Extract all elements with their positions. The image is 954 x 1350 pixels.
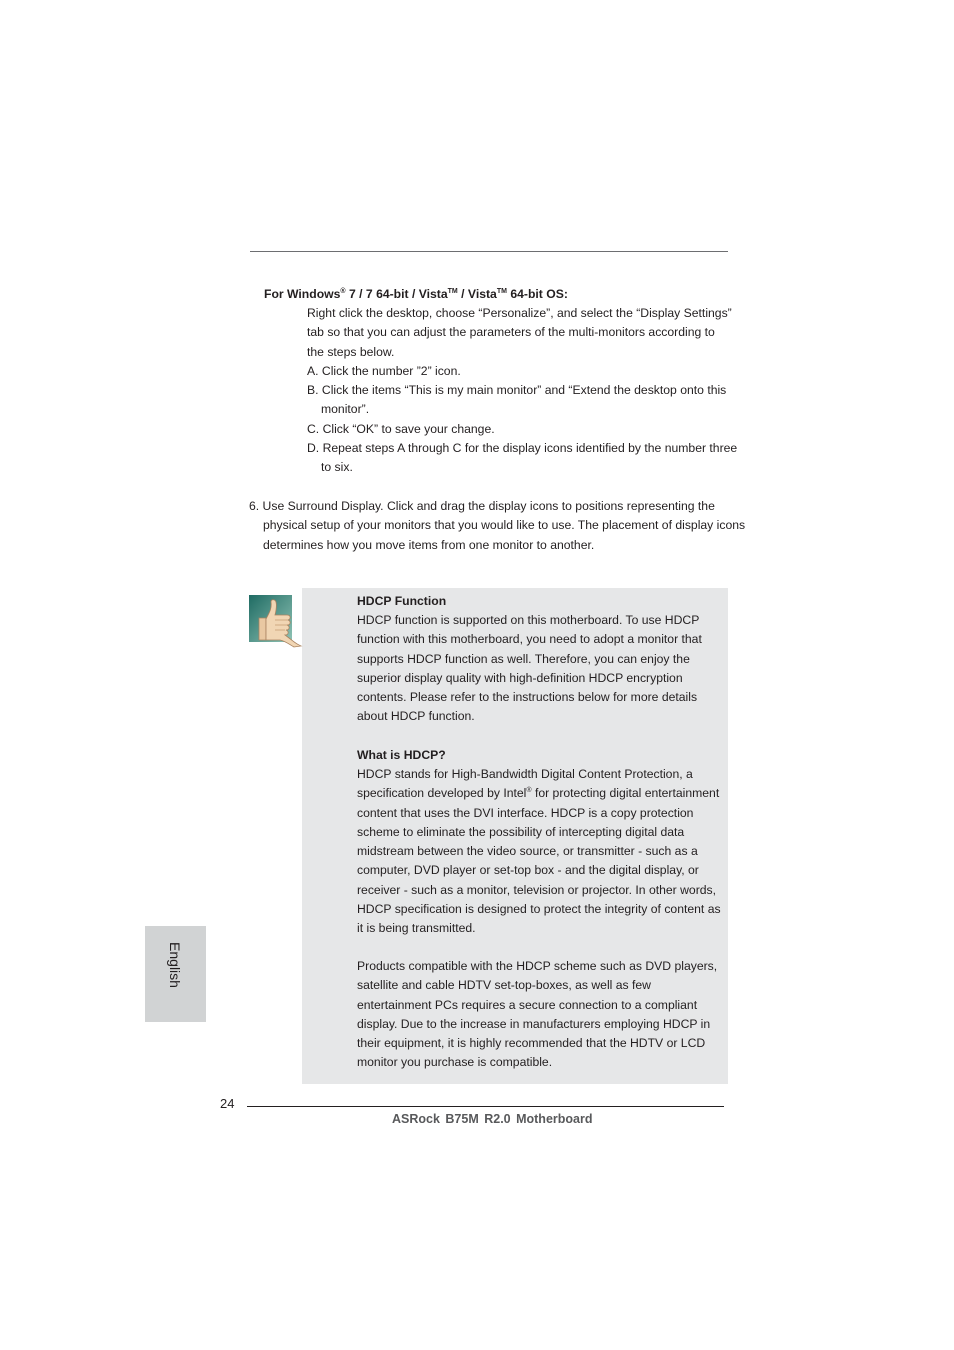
footer-divider [247,1106,724,1107]
list-item-6: 6. Use Surround Display. Click and drag the display icons to positions representing the physical setup of your monitors that you would like to use. The placement of display icons determines how you move items from one monitor to another. [249,499,746,552]
hdcp-products-body: Products compatible with the HDCP scheme such as DVD players, satellite and cable HDTV set-top-boxes, as well as few entertainment PCs requires a secure connection to a compliant display. Due to the increase in manufacturers employing HDCP in their equipment, it is highly recommended that the HDTV or LCD monitor you purchase is compatible. [357,959,718,1070]
hdcp-function-body: HDCP function is supported on this motherboard. To use HDCP function with this motherboard, you need to adopt a monitor that supports HDCP function as well. Therefore, you can enjoy the superior display quality with high-definition HDCP encryption contents. Please refer to the instructions below for more details about HDCP function. [357,613,702,724]
hdcp-function-title: HDCP Function [357,594,447,608]
step-a: A. Click the number ”2” icon. [307,364,461,378]
footer-title: ASRock B75M R2.0 Motherboard [392,1112,593,1126]
os-section-intro: Right click the desktop, choose “Personalize”, and select the “Display Settings” tab so that you can adjust the parameters of the multi-monitors according to the steps below. [307,306,732,359]
page-number: 24 [220,1096,235,1111]
step-c: C. Click “OK” to save your change. [307,422,495,436]
step-b: B. Click the items “This is my main monitor” and “Extend the desktop onto this monitor”. [307,383,727,417]
step-d: D. Repeat steps A through C for the display icons identified by the number three to six. [307,441,738,475]
what-is-hdcp-title: What is HDCP? [357,748,446,762]
what-is-hdcp-body: HDCP stands for High-Bandwidth Digital Content Protection, a specification developed by Intel® for protecting digital entertainment content that uses the DVI interface. HDCP is a copy protection scheme to eliminate the possibility of intercepting digital data midstream between the video source, or transmitter - such as a computer, DVD player or set-top box - and the digital display, or receiver - such as a monitor, television or projector. In other words, HDCP specification is designed to protect the integrity of content as it is being transmitted. [357,767,721,936]
os-section-heading: For Windows® 7 / 7 64-bit / Vista™ / Vista™ 64-bit OS: [264,287,568,301]
thumbs-up-icon [249,594,305,648]
top-divider [250,251,728,252]
language-label: English [167,942,183,988]
